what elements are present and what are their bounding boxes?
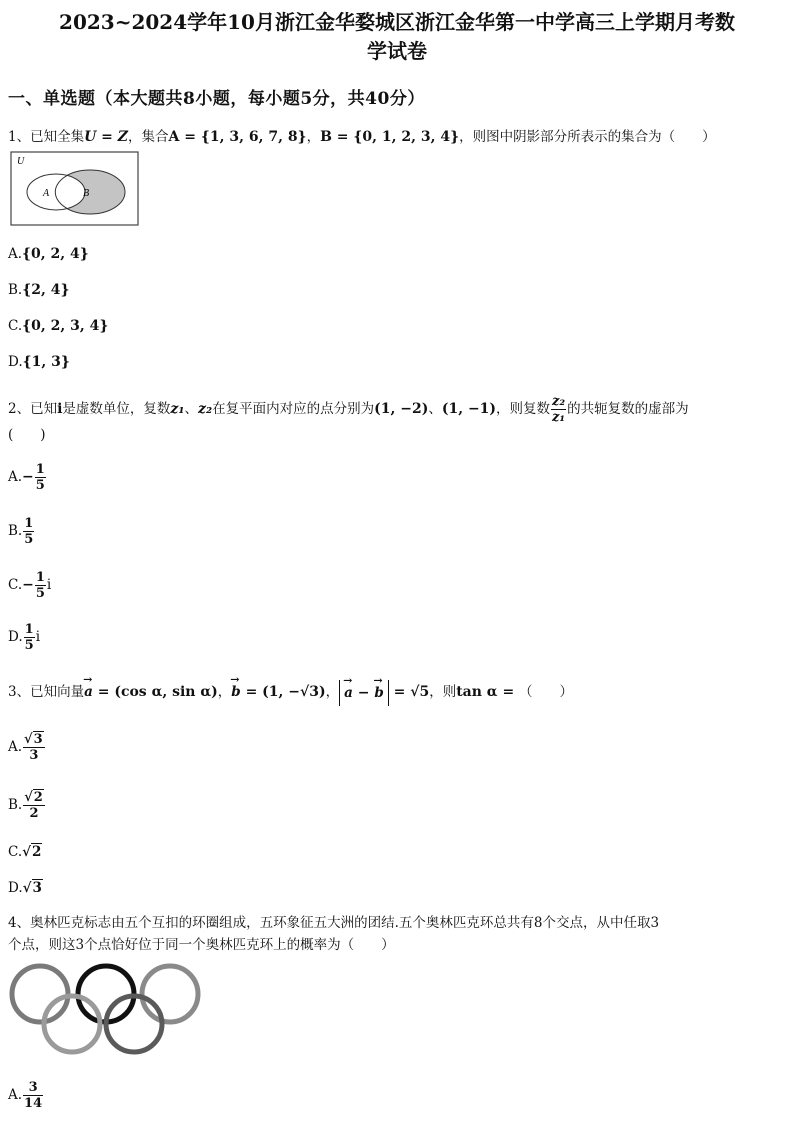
q3-eq-2: = (1, −√3): [240, 684, 326, 700]
option-fraction: [23, 790, 45, 821]
option-value: {1, 3}: [22, 354, 70, 370]
q3-prefix: 3、已知向量: [8, 684, 85, 700]
option-label: B.: [8, 523, 23, 539]
page-title: [8, 8, 786, 66]
question-1-stem: [8, 126, 716, 148]
title-line-2: 学试卷: [367, 39, 427, 63]
q3-abs-vector-b: → b: [374, 680, 383, 706]
option-sign: −: [22, 577, 34, 593]
frac-den: 5: [35, 586, 45, 601]
q3-vector-b: → b: [231, 678, 240, 706]
q4-line-2: 个点，则这3个点恰好位于同一个奥林匹克环上的概率为（ ）: [8, 937, 395, 953]
q3-option-c[interactable]: [8, 842, 42, 862]
frac-den: 5: [35, 478, 45, 493]
q3-option-a[interactable]: [8, 732, 46, 763]
frac-den: 5: [24, 638, 34, 653]
radicand: 2: [33, 790, 43, 805]
option-fraction: [23, 732, 45, 763]
frac-num: √2: [24, 790, 43, 805]
q1-comma: ，: [306, 129, 321, 145]
option-fraction: [35, 462, 46, 493]
option-sign: −: [22, 469, 34, 485]
frac-den: 5: [24, 532, 34, 547]
radicand: 3: [32, 880, 42, 896]
frac-num: 3: [23, 1080, 43, 1096]
venn-label-a: A: [43, 188, 50, 199]
option-suffix: i: [46, 577, 52, 593]
q1-mid: ，集合: [128, 129, 169, 145]
ring-top-left: [12, 966, 68, 1022]
option-sqrt: √2: [22, 844, 42, 860]
option-fraction: [23, 516, 34, 547]
venn-diagram: [10, 151, 140, 227]
q1-suffix: ，则图中阴影部分所表示的集合为（ ）: [459, 129, 716, 145]
question-4-stem: [8, 912, 659, 956]
question-2-stem: [8, 394, 689, 425]
option-label: C.: [8, 577, 23, 593]
q3-abs-vector-a: → a: [344, 680, 353, 706]
q2-text-1: 是虚数单位，复数: [62, 401, 171, 417]
q3-comma-2: ，: [325, 684, 340, 700]
section-heading: 一、单选题（本大题共8小题，每小题5分，共40分）: [8, 89, 425, 109]
q2-frac-num: z₂: [552, 394, 566, 409]
frac-den: 2: [29, 806, 39, 821]
q3-eq-1: = (cos α, sin α): [92, 684, 218, 700]
option-fraction: [24, 622, 35, 653]
option-label: A.: [8, 246, 23, 262]
q2-option-b[interactable]: [8, 516, 35, 547]
q2-stem-line-2: ( ): [8, 427, 46, 443]
q3-abs-diff: [339, 680, 389, 706]
option-label: A.: [8, 469, 23, 485]
option-fraction: [35, 570, 46, 601]
option-value: {0, 2, 4}: [22, 246, 89, 262]
q2-imag-unit: i: [57, 401, 63, 417]
radicand: 2: [32, 844, 42, 860]
q1-set-b: B = {0, 1, 2, 3, 4}: [320, 129, 460, 145]
q1-set-u: U = Z: [84, 129, 129, 145]
option-label: A.: [8, 739, 23, 755]
q1-option-d[interactable]: [8, 352, 70, 372]
q2-option-d[interactable]: [8, 622, 40, 653]
option-suffix: i: [35, 629, 41, 645]
q2-z1: z₁: [170, 401, 185, 417]
option-value: {2, 4}: [22, 282, 70, 298]
frac-den: 3: [29, 748, 39, 763]
ring-bottom-left: [44, 996, 100, 1052]
radicand: 3: [33, 732, 43, 747]
frac-den: 14: [24, 1096, 43, 1111]
q2-frac-den: z₁: [552, 410, 566, 425]
q3-vector-a: → a: [84, 678, 93, 706]
frac-num: 1: [24, 622, 34, 637]
q3-eq-3: = √5: [388, 684, 430, 700]
option-label: C.: [8, 318, 23, 334]
question-3-stem: [8, 678, 573, 706]
title-line-1: 2023~2024学年10月浙江金华婺城区浙江金华第一中学高三上学期月考数: [59, 10, 735, 34]
option-value: {0, 2, 3, 4}: [22, 318, 109, 334]
frac-num: 1: [35, 462, 45, 477]
q2-point-2: (1, −1): [441, 401, 497, 417]
ring-top-right: [142, 966, 198, 1022]
q4-line-1: 4、奥林匹克标志由五个互扣的环圈组成，五环象征五大洲的团结.五个奥林匹克环总共有8个交点，从中任取3: [8, 915, 660, 931]
q3-comma-1: ，: [217, 684, 232, 700]
q2-fraction: [551, 394, 566, 425]
q1-option-b[interactable]: [8, 280, 69, 300]
q3-paren: （ ）: [519, 684, 574, 700]
venn-circle-a: [27, 174, 85, 210]
q2-option-a[interactable]: [8, 462, 47, 493]
q2-sep-2: 、: [428, 401, 442, 417]
q2-point-1: (1, −2): [374, 401, 429, 417]
option-label: B.: [8, 282, 23, 298]
q2-prefix: 2、已知: [8, 401, 58, 417]
frac-num: 1: [24, 516, 34, 531]
olympic-rings-figure: [6, 960, 202, 1060]
q2-z2: z₂: [198, 401, 213, 417]
option-label: D.: [8, 354, 23, 370]
q2-text-2: 在复平面内对应的点分别为: [212, 401, 375, 417]
q1-set-a: A = {1, 3, 6, 7, 8}: [168, 129, 307, 145]
option-sqrt: √3: [22, 880, 42, 896]
option-label: A.: [8, 1087, 23, 1103]
option-label: C.: [8, 844, 23, 860]
venn-label-b: B: [83, 188, 90, 199]
q3-text-2: ，则: [429, 684, 457, 700]
frac-num: 1: [35, 570, 45, 585]
q2-text-4: 的共轭复数的虚部为: [567, 401, 689, 417]
q1-option-c[interactable]: [8, 316, 108, 336]
q3-option-b[interactable]: [8, 790, 46, 821]
q3-tan: tan α =: [456, 684, 520, 700]
q3-minus: −: [352, 684, 375, 701]
option-label: D.: [8, 880, 23, 896]
q2-option-c[interactable]: [8, 570, 51, 601]
option-label: B.: [8, 797, 23, 813]
q2-text-3: ，则复数: [496, 401, 551, 417]
option-label: D.: [8, 629, 23, 645]
frac-num: √3: [24, 732, 43, 747]
q2-sep: 、: [184, 401, 199, 417]
q1-prefix: 1、已知全集: [8, 129, 85, 145]
option-fraction: [23, 1080, 43, 1111]
q3-option-d[interactable]: [8, 878, 43, 898]
q4-option-a[interactable]: [8, 1080, 44, 1111]
q1-option-a[interactable]: [8, 244, 89, 264]
venn-label-u: U: [17, 156, 25, 167]
